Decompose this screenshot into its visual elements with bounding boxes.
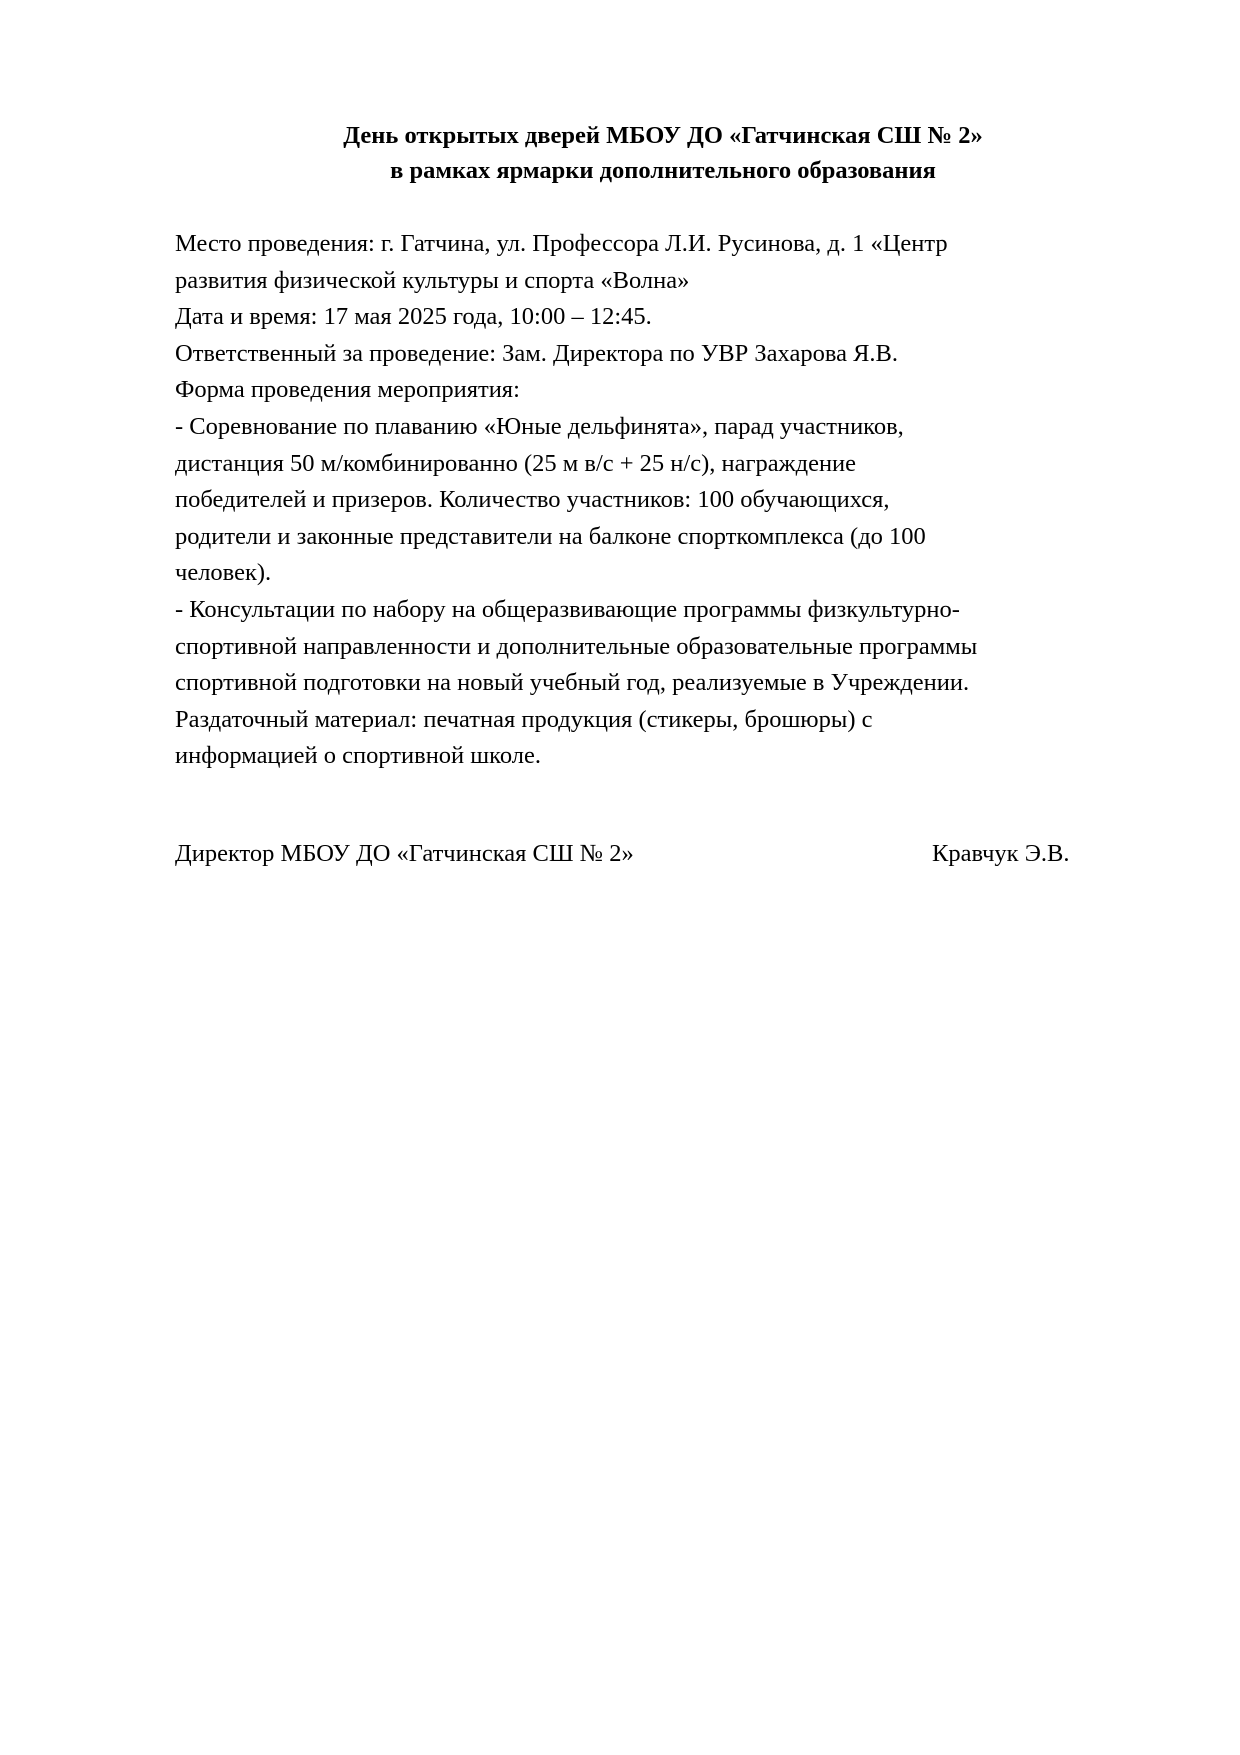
document-title [0,118,1240,188]
body-line: спортивной подготовки на новый учебный год, реализуемые в Учреждении. [175,669,970,697]
body-line: родители и законные представители на балконе спорткомплекса (до 100 [175,522,926,550]
body-line: Дата и время: 17 мая 2025 года, 10:00 – 12:45. [175,303,652,331]
body-line: дистанция 50 м/комбинированно (25 м в/с + 25 н/с), награждение [175,449,857,477]
body-line: Место проведения: г. Гатчина, ул. Профессора Л.И. Русинова, д. 1 «Центр [175,230,948,257]
body-line: развития физической культуры и спорта «Волна» [175,266,690,294]
body-line: - Консультации по набору на общеразвивающие программы физкультурно- [175,595,960,623]
document-body [175,226,1135,775]
body-line: победителей и призеров. Количество участников: 100 обучающихся, [175,486,890,514]
body-line: Форма проведения мероприятия: [175,376,520,404]
signatory-position: Директор МБОУ ДО «Гатчинская СШ № 2» [175,840,634,867]
body-line: спортивной направленности и дополнительные образовательные программы [175,632,978,660]
title-line-1: День открытых дверей МБОУ ДО «Гатчинская СШ № 2» [343,122,983,149]
body-line: человек). [175,559,272,587]
body-line: Ответственный за проведение: Зам. Директора по УВР Захарова Я.В. [175,339,899,367]
body-line: Раздаточный материал: печатная продукция (стикеры, брошюры) с [175,705,873,733]
body-line: - Соревнование по плаванию «Юные дельфинята», парад участников, [175,412,904,440]
body-line: информацией о спортивной школе. [175,742,541,770]
signatory-name: Кравчук Э.В. [932,840,1070,867]
title-line-2: в рамках ярмарки дополнительного образования [390,157,936,184]
